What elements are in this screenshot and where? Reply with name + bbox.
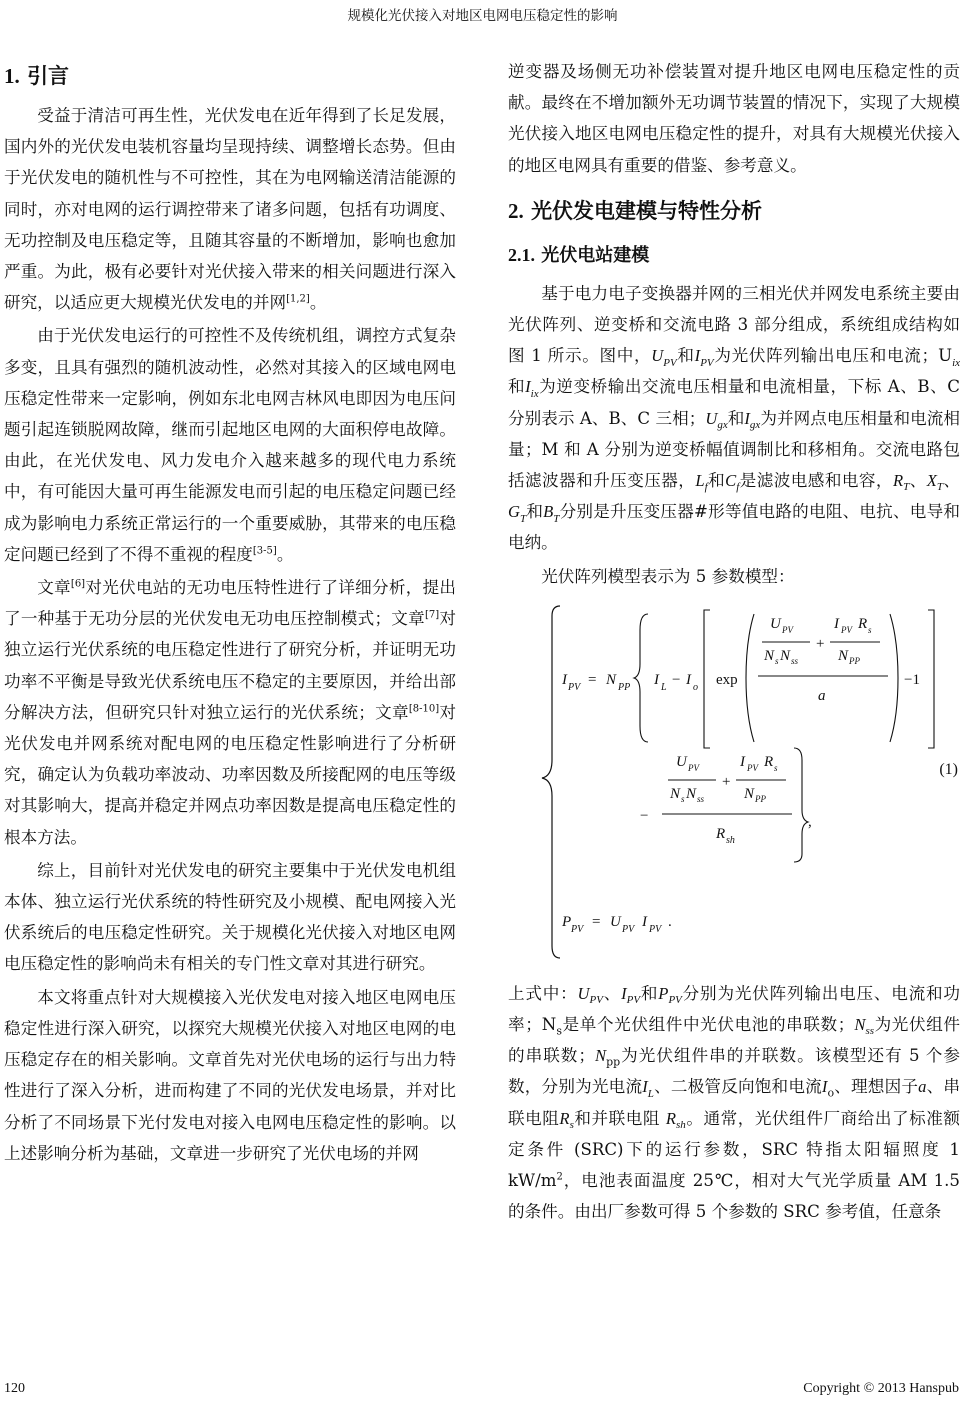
svg-text:=: =	[588, 671, 597, 688]
svg-text:P: P	[562, 913, 572, 930]
svg-text:I: I	[740, 753, 745, 770]
svg-text:PV: PV	[688, 762, 699, 773]
copyright: Copyright © 2013 Hanspub	[803, 1381, 959, 1396]
svg-text:I: I	[834, 615, 839, 632]
section-title: 引言	[27, 64, 70, 88]
right-column	[508, 56, 960, 1229]
svg-text:R: R	[716, 825, 726, 842]
svg-text:.: .	[668, 913, 672, 930]
paragraph: 由于光伏发电运行的可控性不及传统机组，调控方式复杂多变，且具有强烈的随机波动性，必然对其接入的区域电网电压稳定性带来一定影响，例如东北电网吉林风电即因为电压问题引起连锁脱网故障，继而引起地区电网的大面积停电故障。由此，在光伏发电、风力发电介入越来越多的现代电力系统中，有可能因大量可再生能源发电而引起的电压稳定问题已经成为影响电力系统正常运行的一个重要威胁，其带来的电压稳定问题已经到了不得不重视的程度[3-5]。	[4, 326, 456, 564]
svg-text:N: N	[606, 671, 617, 688]
citation: [7]	[425, 609, 440, 621]
section-number: 2.	[508, 198, 524, 223]
paragraph: 本文将重点针对大规模接入光伏发电对接入地区电网电压稳定性进行深入研究，以探究大规模光伏接入对地区电网的电压稳定存在的相关影响。文章首先对光伏电场的运行与出力特性进行了深入分析，进而构建了不同的光伏发电场景，并对比分析了不同场景下光付发电对接入电网电压稳定性的影响。以上述影响分析为基础，文章进一步研究了光伏电场的并网	[4, 987, 456, 1163]
paragraph: 综上，目前针对光伏发电的研究主要集中于光伏发电机组本体、独立运行光伏系统的特性研究及小规模、配电网接入光伏系统后的电压稳定性研究。关于规模化光伏接入对地区电网电压稳定性的影响尚未有相关的专门性文章对其进行研究。	[4, 860, 456, 974]
svg-text:I: I	[562, 671, 567, 688]
svg-text:sh: sh	[726, 834, 735, 846]
paragraph: 上式中：$U_{PV}$、$I_{PV}$和$P_{PV}$分别为光伏阵列输出电压、电流和功率；$N_s$是单个光伏组件中光伏电池的串联数；$N_{ss}$为光伏组件的串联数；$N_{pp}$为光伏组件串的并联数。该模型还有 5 个参数，分别为光电流$I_L$、二极管反向饱和电流$I_o$、理想因子a、串联电阻$R_s$和并联电阻 $R_{sh}$。通常，光伏组件厂商给出了标准额定条件 (SRC)下的运行参数，SRC 特指太阳辐照度 1 $kW/m^2$，电池表面温度 25℃，相对大气光学质量 AM 1.5 的条件。由出厂参数可得 5 个参数的 SRC 参考值，任意条	[508, 983, 961, 1222]
ideality-factor: a	[818, 687, 826, 704]
section-title: 光伏发电建模与特性分析	[531, 198, 763, 223]
svg-text:PV: PV	[649, 923, 662, 935]
svg-text:s: s	[868, 624, 872, 635]
minus-one: −1	[904, 671, 920, 688]
page-number: 120	[4, 1381, 25, 1396]
paragraph: 受益于清洁可再生性，光伏发电在近年得到了长足发展，国内外的光伏发电装机容量均呈现持续、调整增长态势。但由于光伏发电的随机性与不可控性，其在为电网输送清洁能源的同时，亦对电网的运行调控带来了诸多问题，包括有功调度、无功控制及电压稳定等，且随其容量的不断增加，影响也愈加严重。为此，极有必要针对光伏接入带来的相关问题进行深入研究，以适应更大规模光伏发电的并网[1,2]。	[4, 106, 456, 313]
citation: [1,2]	[286, 293, 310, 305]
svg-text:R: R	[858, 615, 868, 632]
citation: [8-10]	[408, 703, 440, 715]
section-title: 光伏电站建模	[541, 244, 650, 266]
svg-text:PP: PP	[618, 681, 631, 693]
equation-1	[508, 600, 960, 966]
svg-text:s: s	[775, 655, 779, 666]
svg-text:R: R	[764, 753, 774, 770]
section-2-heading	[508, 191, 960, 231]
left-column	[4, 56, 456, 1171]
section-1-heading	[4, 56, 456, 96]
equation-number: (1)	[939, 760, 958, 778]
paragraph: 文章[6]对光伏电站的无功电压特性进行了详细分析，提出了一种基于无功分层的光伏发电无功电压控制模式；文章[7]对独立运行光伏系统的电压稳定性进行了研究分析，并证明无功功率不平衡是导致光伏系统电压不稳定的主要原因，并给出部分解决方法，但研究只针对独立运行的光伏系统；文章[8-10]对光伏发电并网系统对配电网的电压稳定性影响进行了分析研究，确定认为负载功率波动、功率因数及所接配网的电压等级对其影响大，提高并稳定并网点功率因数是提高电压稳定性的根本方法。	[4, 578, 457, 847]
svg-text:PP: PP	[755, 793, 766, 804]
svg-text:s: s	[681, 793, 685, 804]
svg-text:U: U	[676, 753, 687, 770]
paragraph: 逆变器及场侧无功补偿装置对提升地区电网电压稳定性的贡献。最终在不增加额外无功调节装置的情况下，实现了大规模光伏接入地区电网电压稳定性的提升，对具有大规模光伏接入的地区电网具有重要的借鉴、参考意义。	[508, 62, 960, 175]
svg-text:U: U	[770, 615, 781, 632]
svg-text:PV: PV	[571, 923, 584, 935]
svg-text:ss: ss	[697, 793, 705, 804]
svg-text:I: I	[642, 913, 647, 930]
svg-text:I: I	[654, 671, 659, 688]
svg-text:=: =	[592, 913, 601, 930]
svg-text:N: N	[780, 647, 791, 664]
section-number: 1.	[4, 64, 20, 88]
svg-text:N: N	[686, 785, 697, 802]
svg-text:ss: ss	[791, 655, 799, 666]
svg-text:N: N	[744, 785, 755, 802]
svg-text:−: −	[640, 807, 649, 824]
section-2-1-heading	[508, 237, 960, 274]
svg-text:PV: PV	[782, 624, 793, 635]
svg-text:N: N	[670, 785, 681, 802]
svg-text:PP: PP	[849, 655, 860, 666]
citation: [6]	[70, 578, 86, 590]
svg-text:PV: PV	[568, 681, 581, 693]
svg-text:+: +	[816, 635, 825, 652]
svg-text:−: −	[672, 671, 681, 688]
section-number: 2.1.	[508, 244, 535, 265]
svg-text:N: N	[764, 647, 775, 664]
paragraph: 光伏阵列模型表示为 5 参数模型：	[541, 566, 795, 586]
paragraph: 基于电力电子变换器并网的三相光伏并网发电系统主要由光伏阵列、逆变桥和交流电路 3 部分组成，系统组成结构如图 1 所示。图中，$U_{PV}$和$I_{PV}$为光伏阵列输出电压和电流；$U_{ix}$和$I_{ix}$为逆变桥输出交流电压相量和电流相量，下标 A、B、C 分别表示 A、B、C 三相；$U_{gx}$和$I_{gx}$为并网点电压相量和电流相量；M 和 A 分别为逆变桥幅值调制比和移相角。交流电路包括滤波器和升压变压器，$L_f$和$C_f$是滤波电感和电容，$R_T$、$X_T$、$G_T$和$B_T$分别是升压变压器#形等值电路的电阻、电抗、电导和电纳。	[508, 283, 961, 553]
svg-text:U: U	[610, 913, 621, 930]
svg-text:N: N	[838, 647, 849, 664]
svg-text:PV: PV	[841, 624, 852, 635]
svg-text:L: L	[661, 681, 667, 693]
svg-text:PV: PV	[622, 923, 635, 935]
svg-text:I: I	[686, 671, 691, 688]
svg-text:PV: PV	[747, 762, 758, 773]
svg-text:+: +	[722, 773, 731, 790]
exp-label: exp	[716, 671, 738, 688]
svg-text:,: ,	[808, 813, 812, 830]
citation: [3-5]	[252, 545, 277, 557]
running-head: 规模化光伏接入对地区电网电压稳定性的影响	[347, 8, 618, 24]
svg-text:s: s	[774, 762, 778, 773]
equation-graphic	[508, 600, 960, 966]
svg-text:o: o	[693, 681, 698, 693]
